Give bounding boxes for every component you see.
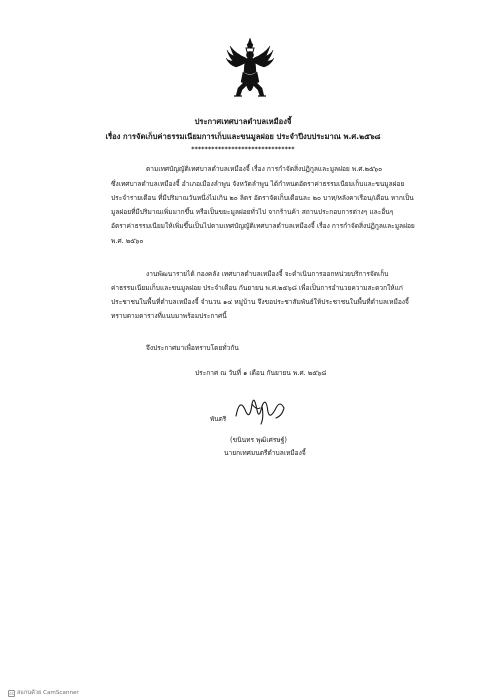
signer-name: (ขนินทร พุฒิเศรษฐ์): [230, 436, 287, 444]
paragraph-1-line: พ.ศ. ๒๕๖๐: [111, 237, 144, 245]
camscanner-icon: [8, 690, 15, 697]
paragraph-2-line: ค่าธรรมเนียมเก็บและขนมูลฝอย ประจำเดือน กันยายน พ.ศ.๒๕๖๘ เพื่อเป็นการอำนวยความสะดวกให้แก่: [111, 284, 403, 292]
closing-statement: จึงประกาศมาเพื่อทราบโดยทั่วกัน: [146, 344, 239, 352]
paragraph-1-line: ตามเทศบัญญัติเทศบาลตำบลเหมืองจี้ เรื่อง การกำจัดสิ่งปฏิกูลและมูลฝอย พ.ศ.๒๕๖๐: [146, 165, 383, 173]
watermark-text: สแกนด้วย CamScanner: [17, 690, 79, 696]
asterisk-divider: *******************************: [191, 146, 295, 153]
announcement-subject: เรื่อง การจัดเก็บค่าธรรมเนียมการเก็บและขนมูลฝอย ประจำปีงบประมาณ พ.ศ.๒๕๖๘: [105, 132, 381, 141]
announcement-date: ประกาศ ณ วันที่ ๑ เดือน กันยายน พ.ศ. ๒๕๖๘: [195, 369, 327, 377]
signer-rank: พันตรี: [210, 415, 227, 423]
signer-position: นายกเทศมนตรีตำบลเหมืองจี้: [224, 449, 306, 457]
paragraph-2-line: ประชาชนในพื้นที่ตำบลเหมืองจี้ จำนวน ๑๔ หมู่บ้าน จึงขอประชาสัมพันธ์ให้ประชาชนในพื้นที่ตำบลเหมืองจี้: [111, 298, 409, 306]
paragraph-1-line: มูลฝอยที่มีปริมาณเพิ่มมากขึ้น หรือเป็นขยะมูลฝอยทั่วไป จากร้านค้า สถานประกอบการต่างๆ และอื่นๆ: [111, 208, 394, 216]
paragraph-1-line: อัตราค่าธรรมเนียมให้เพิ่มขึ้นเป็นไปตามเทศบัญญัติเทศบาลตำบลเหมืองจี้ เรื่อง การกำจัดสิ่งปฏิกูลและมูลฝอย: [111, 222, 415, 230]
garuda-emblem-icon: [226, 36, 274, 100]
svg-text:cs: cs: [9, 690, 14, 696]
paragraph-1-line: ซึ่งเทศบาลตำบลเหมืองจี้ อำเภอเมืองลำพูน จังหวัดลำพูน ได้กำหนดอัตราค่าธรรมเนียมเก็บและขนมูลฝอย: [111, 180, 405, 188]
announcement-title: ประกาศเทศบาลตำบลเหมืองจี้: [194, 117, 292, 126]
paragraph-2-line: ทราบตามตารางที่แนบมาพร้อมประกาศนี้: [111, 312, 227, 320]
paragraph-2-line: งานพัฒนารายได้ กองคลัง เทศบาลตำบลเหมืองจี้ จะดำเนินการออกหน่วยบริการจัดเก็บ: [146, 270, 389, 278]
handwritten-signature: [232, 390, 296, 426]
scanner-watermark: [8, 689, 79, 697]
paragraph-1-line: ประจำรายเดือน ที่มีปริมาณวันหนึ่งไม่เกิน ๒๐ ลิตร อัตราจัดเก็บเดือนละ ๒๐ บาท/หลังคาเรือน/เดือน หากเป็น: [111, 194, 414, 202]
